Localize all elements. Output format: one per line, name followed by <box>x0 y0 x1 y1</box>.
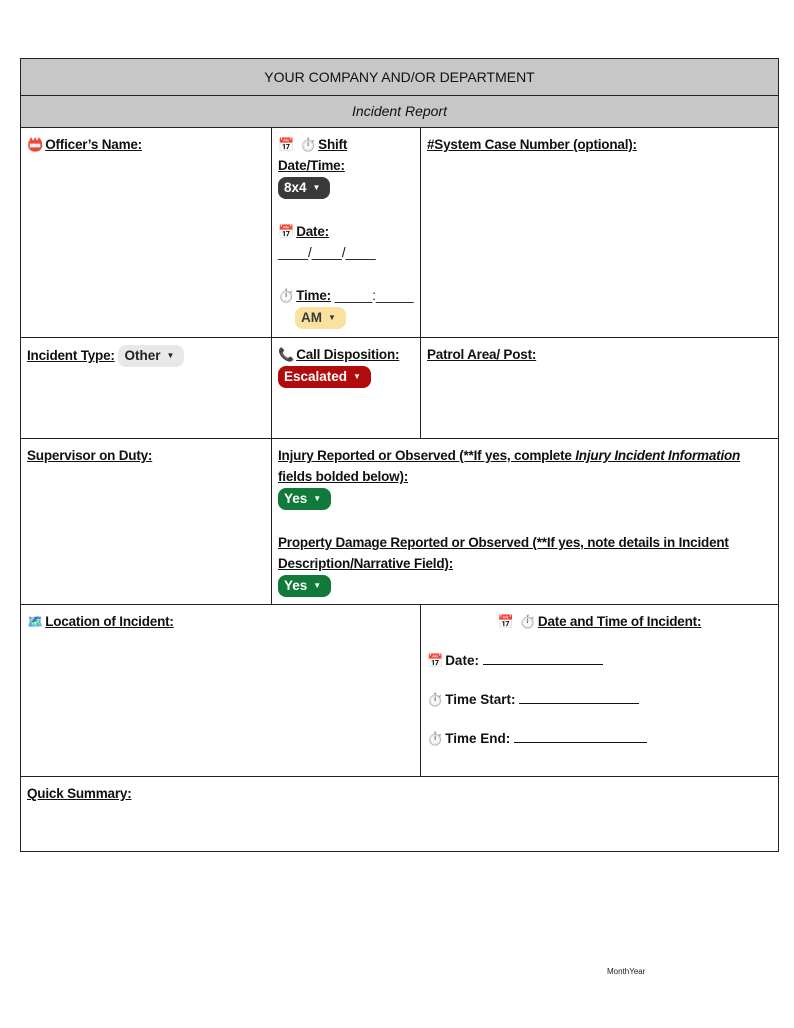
phone-icon: 📞 <box>278 347 295 362</box>
stopwatch-icon: ⏱️ <box>427 692 444 707</box>
time-start-label: Time Start: <box>445 692 516 707</box>
chevron-down-icon: ▼ <box>312 183 321 193</box>
date-time-label: Date and Time of Incident: <box>537 614 702 629</box>
incident-type-value: Other <box>124 348 161 363</box>
injury-dropdown[interactable] <box>278 488 331 510</box>
map-icon: 🗺️ <box>27 614 44 629</box>
injury-value: Yes <box>284 491 308 506</box>
shift-cell <box>272 128 421 338</box>
calendar-icon: 📅 <box>427 653 444 668</box>
officer-name-cell[interactable] <box>21 128 272 338</box>
quick-summary-cell[interactable] <box>21 777 779 852</box>
case-number-cell[interactable] <box>421 128 779 338</box>
report-title: Incident Report <box>21 96 779 128</box>
stopwatch-icon: ⏱️ <box>427 731 444 746</box>
time-blank[interactable]: _____:_____ <box>334 288 414 303</box>
damage-label: Property Damage Reported or Observed (**If yes, note details in Incident Description/Narrative Field): <box>278 535 729 571</box>
call-disposition-value: Escalated <box>284 369 348 384</box>
case-number-label: #System Case Number (optional): <box>427 137 637 152</box>
date-blank[interactable]: ____/____/____ <box>278 245 376 260</box>
damage-dropdown[interactable] <box>278 575 331 597</box>
footer-text: MonthYear <box>607 967 646 976</box>
time-end-field[interactable] <box>514 728 647 743</box>
time-end-label: Time End: <box>445 731 511 746</box>
chevron-down-icon: ▼ <box>313 581 322 591</box>
ampm-value: AM <box>301 310 322 325</box>
supervisor-label: Supervisor on Duty: <box>27 448 153 463</box>
incident-type-dropdown[interactable] <box>118 345 184 367</box>
time-start-field[interactable] <box>519 689 639 704</box>
injury-damage-cell <box>272 439 779 605</box>
incident-date-label: Date: <box>445 653 479 668</box>
incident-report-form <box>20 58 779 852</box>
badge-icon: 📛 <box>27 137 44 152</box>
officer-name-label: Officer’s Name: <box>45 137 142 152</box>
location-cell[interactable] <box>21 605 421 777</box>
chevron-down-icon: ▼ <box>166 351 175 361</box>
stopwatch-icon: ⏱️ <box>519 614 536 629</box>
date-time-incident-cell <box>421 605 779 777</box>
patrol-area-label: Patrol Area/ Post: <box>427 347 537 362</box>
incident-date-field[interactable] <box>483 650 603 665</box>
injury-label: Injury Reported or Observed (**If yes, complete Injury Incident Information fields bolded below): <box>278 448 741 484</box>
incident-type-label: Incident Type: <box>27 348 115 363</box>
call-disposition-dropdown[interactable] <box>278 366 371 388</box>
location-label: Location of Incident: <box>45 614 174 629</box>
time-label: Time: <box>296 288 331 303</box>
stopwatch-icon: ⏱️ <box>299 137 317 152</box>
supervisor-cell[interactable] <box>21 439 272 605</box>
company-header: YOUR COMPANY AND/OR DEPARTMENT <box>21 59 779 96</box>
quick-summary-label: Quick Summary: <box>27 786 132 801</box>
damage-value: Yes <box>284 578 308 593</box>
date-label: Date: <box>296 224 329 239</box>
shift-value: 8x4 <box>284 180 307 195</box>
patrol-area-cell[interactable] <box>421 338 779 439</box>
calendar-icon: 📅 <box>278 224 295 239</box>
chevron-down-icon: ▼ <box>328 313 336 323</box>
incident-type-cell <box>21 338 272 439</box>
chevron-down-icon: ▼ <box>313 494 322 504</box>
ampm-dropdown[interactable] <box>295 307 346 329</box>
shift-label: Shift Date/Time: <box>278 137 348 173</box>
chevron-down-icon: ▼ <box>353 372 361 382</box>
calendar-icon: 📅 <box>497 614 514 629</box>
shift-dropdown[interactable] <box>278 177 330 199</box>
calendar-icon: 📅 <box>278 137 295 152</box>
call-disposition-cell <box>272 338 421 439</box>
stopwatch-icon: ⏱️ <box>278 288 295 303</box>
call-disposition-label: Call Disposition: <box>296 347 400 362</box>
